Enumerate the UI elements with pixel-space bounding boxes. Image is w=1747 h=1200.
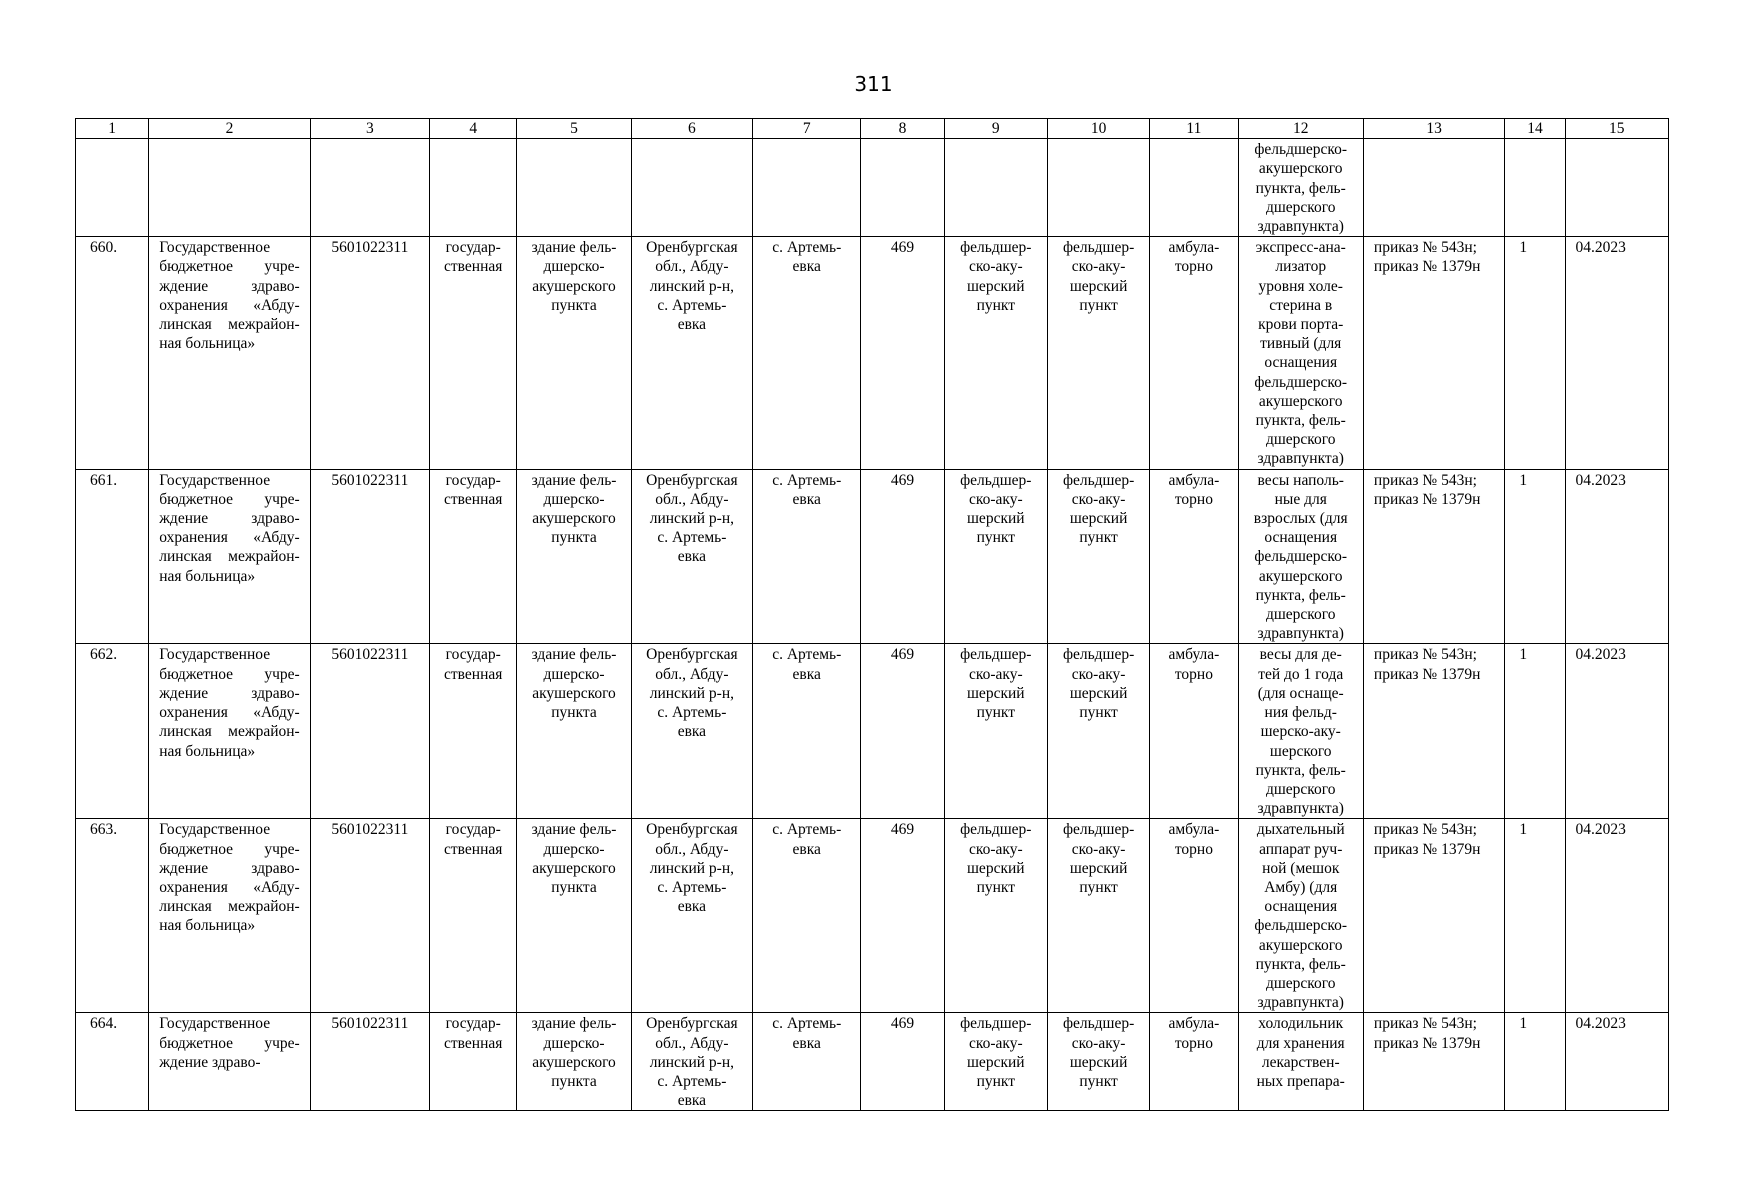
date-cell: 04.2023 [1565, 644, 1668, 819]
quantity-cell: 1 [1505, 644, 1565, 819]
date-cell: 04.2023 [1565, 237, 1668, 469]
code-cell: 469 [861, 819, 944, 1013]
column-number: 6 [631, 119, 752, 139]
column-number: 15 [1565, 119, 1668, 139]
row-number-cell: 662. [76, 644, 149, 819]
building-cell: здание фель- дшерско- акушерского пункта [517, 819, 631, 1013]
equipment-cell: холодильник для хранения лекарствен- ных препара- [1238, 1013, 1363, 1111]
inn-cell: 5601022311 [310, 1013, 429, 1111]
unit-name-cell: фельдшер- ско-аку- шерский пункт [1047, 1013, 1149, 1111]
column-number: 9 [944, 119, 1047, 139]
column-number: 14 [1505, 119, 1565, 139]
quantity-cell: 1 [1505, 237, 1565, 469]
organization-cell: Государственное бюджетное учре-ждение здраво-охранения «Абду-линская межрайон-ная больница» [149, 469, 311, 644]
column-number: 11 [1150, 119, 1238, 139]
address-cell: Оренбургская обл., Абду- линский р-н, с. Артемь- евка [631, 237, 752, 469]
empty-cell [861, 139, 944, 237]
row-number-cell: 660. [76, 237, 149, 469]
column-number: 10 [1047, 119, 1149, 139]
row-number-cell: 663. [76, 819, 149, 1013]
orders-cell: приказ № 543н; приказ № 1379н [1363, 469, 1504, 644]
column-number: 1 [76, 119, 149, 139]
equipment-cell: фельдшерско- акушерского пункта, фель- дшерского здравпункта) [1238, 139, 1363, 237]
address-cell: Оренбургская обл., Абду- линский р-н, с. Артемь- евка [631, 1013, 752, 1111]
locality-cell: с. Артемь- евка [753, 819, 861, 1013]
equipment-cell: весы наполь- ные для взрослых (для оснащения фельдшерско- акушерского пункта, фель- дшерского здравпункта) [1238, 469, 1363, 644]
unit-type-cell: фельдшер- ско-аку- шерский пункт [944, 237, 1047, 469]
building-cell: здание фель- дшерско- акушерского пункта [517, 237, 631, 469]
unit-name-cell: фельдшер- ско-аку- шерский пункт [1047, 237, 1149, 469]
ownership-cell: государ- ственная [430, 1013, 517, 1111]
ownership-cell: государ- ственная [430, 819, 517, 1013]
empty-cell [1047, 139, 1149, 237]
unit-type-cell: фельдшер- ско-аку- шерский пункт [944, 819, 1047, 1013]
table-row [76, 469, 1669, 644]
column-number-row [76, 119, 1669, 139]
empty-cell [1565, 139, 1668, 237]
quantity-cell: 1 [1505, 1013, 1565, 1111]
continuation-row [76, 139, 1669, 237]
date-cell: 04.2023 [1565, 469, 1668, 644]
empty-cell [517, 139, 631, 237]
empty-cell [631, 139, 752, 237]
column-number: 8 [861, 119, 944, 139]
quantity-cell: 1 [1505, 469, 1565, 644]
care-condition-cell: амбула- торно [1150, 1013, 1238, 1111]
unit-name-cell: фельдшер- ско-аку- шерский пункт [1047, 469, 1149, 644]
organization-cell: Государственное бюджетное учре-ждение здраво-охранения «Абду-линская межрайон-ная больница» [149, 644, 311, 819]
inn-cell: 5601022311 [310, 237, 429, 469]
unit-type-cell: фельдшер- ско-аку- шерский пункт [944, 1013, 1047, 1111]
table-row [76, 1013, 1669, 1111]
inn-cell: 5601022311 [310, 469, 429, 644]
column-number: 13 [1363, 119, 1504, 139]
equipment-cell: дыхательный аппарат руч- ной (мешок Амбу) (для оснащения фельдшерско- акушерского пункта, фель- дшерского здравпункта) [1238, 819, 1363, 1013]
unit-name-cell: фельдшер- ско-аку- шерский пункт [1047, 644, 1149, 819]
unit-type-cell: фельдшер- ско-аку- шерский пункт [944, 469, 1047, 644]
care-condition-cell: амбула- торно [1150, 819, 1238, 1013]
row-number-cell: 664. [76, 1013, 149, 1111]
column-number: 4 [430, 119, 517, 139]
orders-cell: приказ № 543н; приказ № 1379н [1363, 1013, 1504, 1111]
organization-cell: Государственное бюджетное учре-ждение здраво- [149, 1013, 311, 1111]
row-number-cell: 661. [76, 469, 149, 644]
unit-name-cell: фельдшер- ско-аку- шерский пункт [1047, 819, 1149, 1013]
locality-cell: с. Артемь- евка [753, 644, 861, 819]
registry-table [75, 118, 1669, 1111]
table-row [76, 644, 1669, 819]
organization-cell: Государственное бюджетное учре-ждение здраво-охранения «Абду-линская межрайон-ная больница» [149, 819, 311, 1013]
date-cell: 04.2023 [1565, 819, 1668, 1013]
code-cell: 469 [861, 644, 944, 819]
table-row [76, 819, 1669, 1013]
ownership-cell: государ- ственная [430, 644, 517, 819]
empty-cell [310, 139, 429, 237]
ownership-cell: государ- ственная [430, 237, 517, 469]
care-condition-cell: амбула- торно [1150, 644, 1238, 819]
empty-cell [944, 139, 1047, 237]
table-row [76, 237, 1669, 469]
address-cell: Оренбургская обл., Абду- линский р-н, с. Артемь- евка [631, 819, 752, 1013]
code-cell: 469 [861, 1013, 944, 1111]
building-cell: здание фель- дшерско- акушерского пункта [517, 469, 631, 644]
organization-cell: Государственное бюджетное учре-ждение здраво-охранения «Абду-линская межрайон-ная больница» [149, 237, 311, 469]
column-number: 7 [753, 119, 861, 139]
building-cell: здание фель- дшерско- акушерского пункта [517, 644, 631, 819]
address-cell: Оренбургская обл., Абду- линский р-н, с. Артемь- евка [631, 469, 752, 644]
code-cell: 469 [861, 469, 944, 644]
orders-cell: приказ № 543н; приказ № 1379н [1363, 644, 1504, 819]
locality-cell: с. Артемь- евка [753, 237, 861, 469]
column-number: 3 [310, 119, 429, 139]
column-number: 12 [1238, 119, 1363, 139]
column-number: 2 [149, 119, 311, 139]
empty-cell [430, 139, 517, 237]
care-condition-cell: амбула- торно [1150, 237, 1238, 469]
orders-cell: приказ № 543н; приказ № 1379н [1363, 819, 1504, 1013]
care-condition-cell: амбула- торно [1150, 469, 1238, 644]
column-number: 5 [517, 119, 631, 139]
empty-cell [76, 139, 149, 237]
unit-type-cell: фельдшер- ско-аку- шерский пункт [944, 644, 1047, 819]
empty-cell [1363, 139, 1504, 237]
locality-cell: с. Артемь- евка [753, 1013, 861, 1111]
empty-cell [1150, 139, 1238, 237]
empty-cell [149, 139, 311, 237]
ownership-cell: государ- ственная [430, 469, 517, 644]
empty-cell [1505, 139, 1565, 237]
inn-cell: 5601022311 [310, 819, 429, 1013]
date-cell: 04.2023 [1565, 1013, 1668, 1111]
code-cell: 469 [861, 237, 944, 469]
equipment-cell: весы для де- тей до 1 года (для оснаще- ния фельд- шерско-аку- шерского пункта, фель- дшерского здравпункта) [1238, 644, 1363, 819]
orders-cell: приказ № 543н; приказ № 1379н [1363, 237, 1504, 469]
empty-cell [753, 139, 861, 237]
equipment-cell: экспресс-ана- лизатор уровня холе- стерина в крови порта- тивный (для оснащения фельдшерско- акушерского пункта, фель- дшерского здравпункта) [1238, 237, 1363, 469]
quantity-cell: 1 [1505, 819, 1565, 1013]
address-cell: Оренбургская обл., Абду- линский р-н, с. Артемь- евка [631, 644, 752, 819]
inn-cell: 5601022311 [310, 644, 429, 819]
locality-cell: с. Артемь- евка [753, 469, 861, 644]
page-number: 311 [854, 72, 893, 96]
building-cell: здание фель- дшерско- акушерского пункта [517, 1013, 631, 1111]
